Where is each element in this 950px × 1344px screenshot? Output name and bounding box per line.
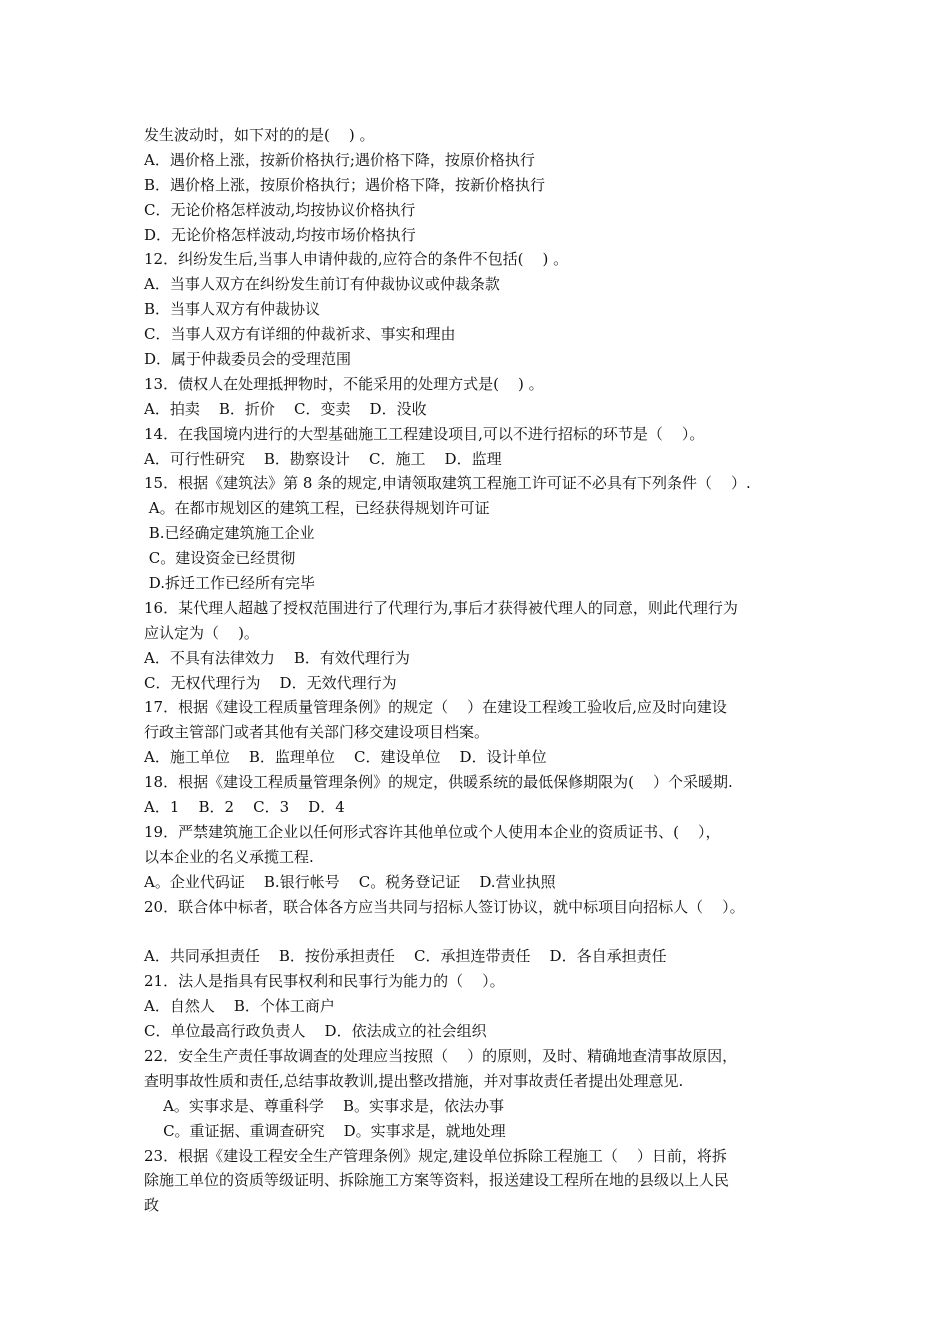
text-line: 政 bbox=[144, 1196, 160, 1215]
option-line: A。在都市规划区的建筑工程，已经获得规划许可证 bbox=[144, 499, 490, 518]
text-line: 除施工单位的资质等级证明、拆除施工方案等资料，报送建设工程所在地的县级以上人民 bbox=[144, 1171, 730, 1190]
question-16: 16．某代理人超越了授权范围进行了代理行为,事后才获得被代理人的同意，则此代理行为 bbox=[144, 598, 738, 617]
option-line: B.已经确定建筑施工企业 bbox=[144, 524, 315, 543]
option-line: B．遇价格上涨，按原价格执行；遇价格下降，按新价格执行 bbox=[144, 175, 546, 194]
question-12: 12．纠纷发生后,当事人申请仲裁的,应符合的条件不包括( ) 。 bbox=[144, 250, 569, 269]
option-line: A．遇价格上涨，按新价格执行;遇价格下降，按原价格执行 bbox=[144, 150, 535, 169]
option-line: A．当事人双方在纠纷发生前订有仲裁协议或仲裁条款 bbox=[144, 275, 500, 294]
text-line: 发生波动时，如下对的的是( ) 。 bbox=[144, 126, 375, 144]
option-line: A．拍卖 B．折价 C．变卖 D．没收 bbox=[144, 399, 427, 418]
option-line: C．无论价格怎样波动,均按协议价格执行 bbox=[144, 200, 416, 219]
option-line: A．自然人 B．个体工商户 bbox=[144, 997, 335, 1016]
option-line: A。企业代码证 B.银行帐号 C。税务登记证 D.营业执照 bbox=[144, 872, 556, 891]
question-15: 15．根据《建筑法》第 8 条的规定,申请领取建筑工程施工许可证不必具有下列条件（ ）. bbox=[144, 474, 751, 493]
option-line: A．共同承担责任 B．按份承担责任 C．承担连带责任 D．各自承担责任 bbox=[144, 947, 667, 966]
text-line: 查明事故性质和责任,总结事故教训,提出整改措施，并对事故责任者提出处理意见. bbox=[144, 1071, 684, 1090]
text-line: 应认定为（ )。 bbox=[144, 623, 259, 642]
text-line: 行政主管部门或者其他有关部门移交建设项目档案。 bbox=[144, 723, 490, 742]
blank-line bbox=[144, 920, 834, 945]
text-line: 以本企业的名义承揽工程. bbox=[144, 847, 314, 866]
option-line: C．当事人双方有详细的仲裁祈求、事实和理由 bbox=[144, 325, 456, 344]
question-22: 22．安全生产责任事故调查的处理应当按照（ ）的原则，及时、精确地查清事故原因， bbox=[144, 1046, 738, 1065]
option-line: A．1 B．2 C．3 D．4 bbox=[144, 798, 345, 817]
question-13: 13．债权人在处理抵押物时，不能采用的处理方式是( ) 。 bbox=[144, 374, 544, 393]
question-14: 14．在我国境内进行的大型基础施工工程建设项目,可以不进行招标的环节是（ ）。 bbox=[144, 424, 705, 443]
option-line: A．不具有法律效力 B．有效代理行为 bbox=[144, 648, 410, 667]
option-line: C。建设资金已经贯彻 bbox=[144, 549, 296, 568]
question-20: 20．联合体中标者，联合体各方应当共同与招标人签订协议，就中标项目向招标人（ ）。 bbox=[144, 897, 745, 916]
question-23: 23．根据《建设工程安全生产管理条例》规定,建设单位拆除工程施工（ ）日前，将拆 bbox=[144, 1146, 727, 1165]
question-18: 18．根据《建设工程质量管理条例》的规定，供暖系统的最低保修期限为( ）个采暖期. bbox=[144, 773, 733, 792]
question-21: 21．法人是指具有民事权利和民事行为能力的（ ）。 bbox=[144, 972, 505, 991]
option-line: A．可行性研究 B．勘察设计 C．施工 D．监理 bbox=[144, 449, 502, 468]
option-line: A。实事求是、尊重科学 B。实事求是，依法办事 bbox=[144, 1096, 505, 1115]
option-line: D.拆迁工作已经所有完毕 bbox=[144, 574, 316, 593]
question-19: 19．严禁建筑施工企业以任何形式容许其他单位或个人使用本企业的资质证书、( ）， bbox=[144, 822, 721, 841]
option-line: B．当事人双方有仲裁协议 bbox=[144, 300, 321, 319]
option-line: C。重证据、重调查研究 D。实事求是，就地处理 bbox=[144, 1121, 506, 1140]
option-line: D．无论价格怎样波动,均按市场价格执行 bbox=[144, 225, 416, 244]
option-line: A．施工单位 B．监理单位 C．建设单位 D．设计单位 bbox=[144, 748, 547, 767]
option-line: C．无权代理行为 D．无效代理行为 bbox=[144, 673, 397, 692]
document-body bbox=[144, 123, 834, 1218]
option-line: D．属于仲裁委员会的受理范围 bbox=[144, 350, 352, 369]
question-17: 17．根据《建设工程质量管理条例》的规定（ ）在建设工程竣工验收后,应及时向建设 bbox=[144, 698, 727, 717]
option-line: C．单位最高行政负责人 D．依法成立的社会组织 bbox=[144, 1022, 487, 1041]
